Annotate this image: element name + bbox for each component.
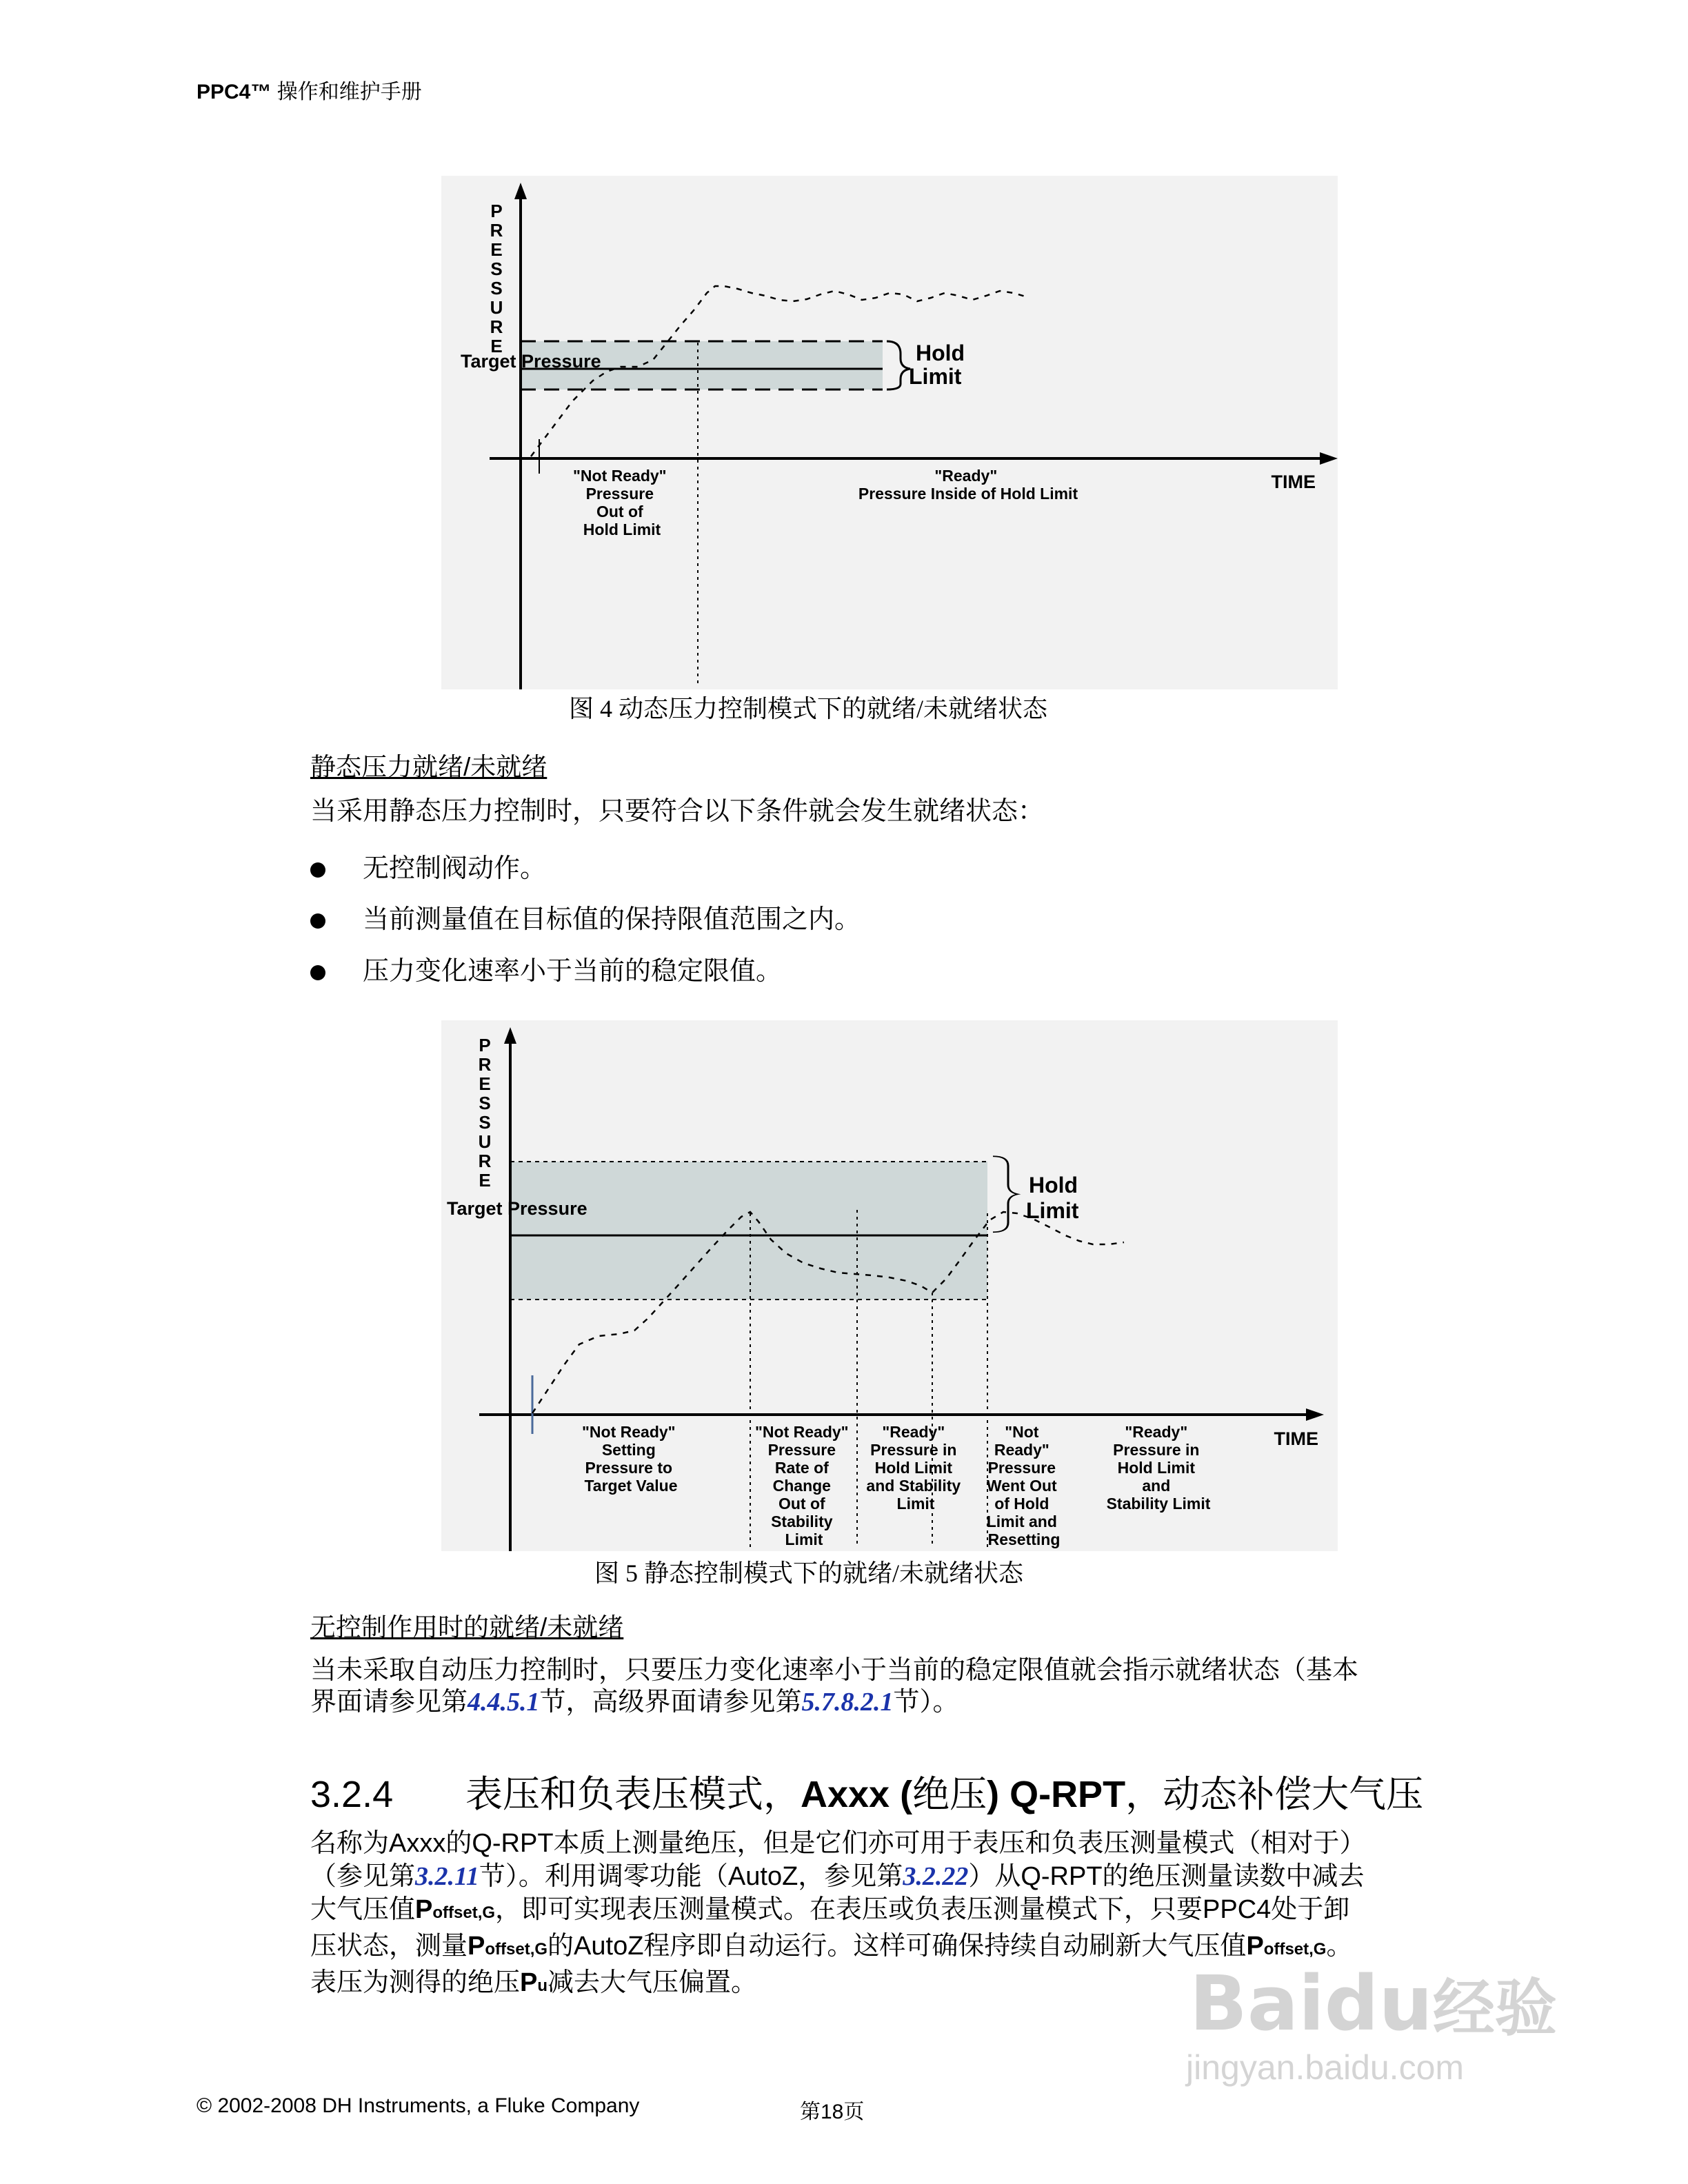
hold-limit-band <box>510 1162 987 1300</box>
watermark-url: jingyan.baidu.com <box>1186 2048 1465 2087</box>
hold-limit-label-2: Limit <box>1026 1198 1079 1223</box>
bullet-item: 压力变化速率小于当前的稳定限值。 <box>310 949 782 987</box>
section-number: 3.2.4 <box>310 1774 394 1815</box>
hold-limit-label-2: Limit <box>909 364 962 389</box>
header-title: PPC4™ <box>197 81 272 103</box>
section-link[interactable]: 3.2.22 <box>903 1862 969 1891</box>
stage-label-2: "Not Ready" Pressure Rate of Change Out of Stability Limit <box>755 1423 849 1548</box>
figure-5-chart <box>441 1020 1338 1551</box>
ready-label: "Ready" Pressure Inside of Hold Limit <box>858 467 1078 503</box>
hold-limit-label-1: Hold <box>1029 1173 1078 1197</box>
target-pressure-label: Target Pressure <box>461 351 601 372</box>
watermark-logo: Baidu经验 <box>1189 1959 1557 2048</box>
stage-label-4: "Not Ready" Pressure Went Out of Hold Limit and Resetting <box>986 1423 1061 1548</box>
bullet-item: 无控制阀动作。 <box>310 847 546 884</box>
y-axis-label: P R E S S U R E <box>478 1035 492 1191</box>
not-ready-label: "Not Ready" Pressure Out of Hold Limit <box>573 467 667 538</box>
section-heading-3-2-4: 3.2.4 表压和负表压模式，Axxx (绝压) Q-RPT，动态补偿大气压 <box>310 1774 1424 1815</box>
static-section-intro: 当采用静态压力控制时，只要符合以下条件就会发生就绪状态： <box>310 797 1045 826</box>
target-pressure-label: Target Pressure <box>447 1198 587 1219</box>
section-link[interactable]: 4.4.5.1 <box>468 1688 540 1717</box>
stage-label-5: "Ready" Pressure in Hold Limit and Stability Limit <box>1106 1423 1211 1513</box>
section-link[interactable]: 5.7.8.2.1 <box>801 1688 894 1717</box>
stage-label-1: "Not Ready" Setting Pressure to Target Value <box>582 1423 678 1495</box>
no-control-heading: 无控制作用时的就绪/未就绪 <box>310 1613 624 1641</box>
section-link[interactable]: 3.2.11 <box>415 1862 479 1891</box>
section-3-2-4-body: 名称为Axxx的Q-RPT本质上测量绝压，但是它们亦可用于表压和负表压测量模式（相对于） （参见第3.2.11节）。利用调零功能（AutoZ，参见第3.2.22）从Q-RPT的绝压测量读数中减去 大气压值Poffset,G，即可实现表压测量模式。在表压或负表压测量模式下，只要PPC4处于卸 压状态，测量Poffset,G的AutoZ程序即自动运行。这样可确保持续自动刷新大气压值Poffset,G。 表压为测得的绝压Pu减去大气压偏置。 <box>310 1829 1366 1997</box>
figure-4-chart <box>441 176 1338 689</box>
page-header <box>197 74 422 105</box>
stage-label-3: "Ready" Pressure in Hold Limit and Stability Limit <box>866 1423 961 1513</box>
header-subtitle: 操作和维护手册 <box>277 81 422 103</box>
footer-page-number: 第18页 <box>800 2101 865 2123</box>
footer-copyright: © 2002-2008 DH Instruments, a Fluke Company <box>197 2094 640 2117</box>
y-axis-label: P R E S S U R E <box>490 201 503 356</box>
static-section-heading: 静态压力就绪/未就绪 <box>310 753 547 781</box>
figure-5-caption: 图 5 静态控制模式下的就绪/未就绪状态 <box>594 1559 1024 1587</box>
x-axis-label: TIME <box>1271 472 1316 492</box>
x-axis-label: TIME <box>1274 1428 1318 1449</box>
bullet-item: 当前测量值在目标值的保持限值范围之内。 <box>310 898 861 936</box>
no-control-paragraph: 当未采取自动压力控制时，只要压力变化速率小于当前的稳定限值就会指示就绪状态（基本 界面请参见第4.4.5.1节，高级界面请参见第5.7.8.2.1节）。 <box>310 1656 1359 1717</box>
figure-4-caption: 图 4 动态压力控制模式下的就绪/未就绪状态 <box>569 695 1048 722</box>
hold-limit-label-1: Hold <box>916 341 965 365</box>
